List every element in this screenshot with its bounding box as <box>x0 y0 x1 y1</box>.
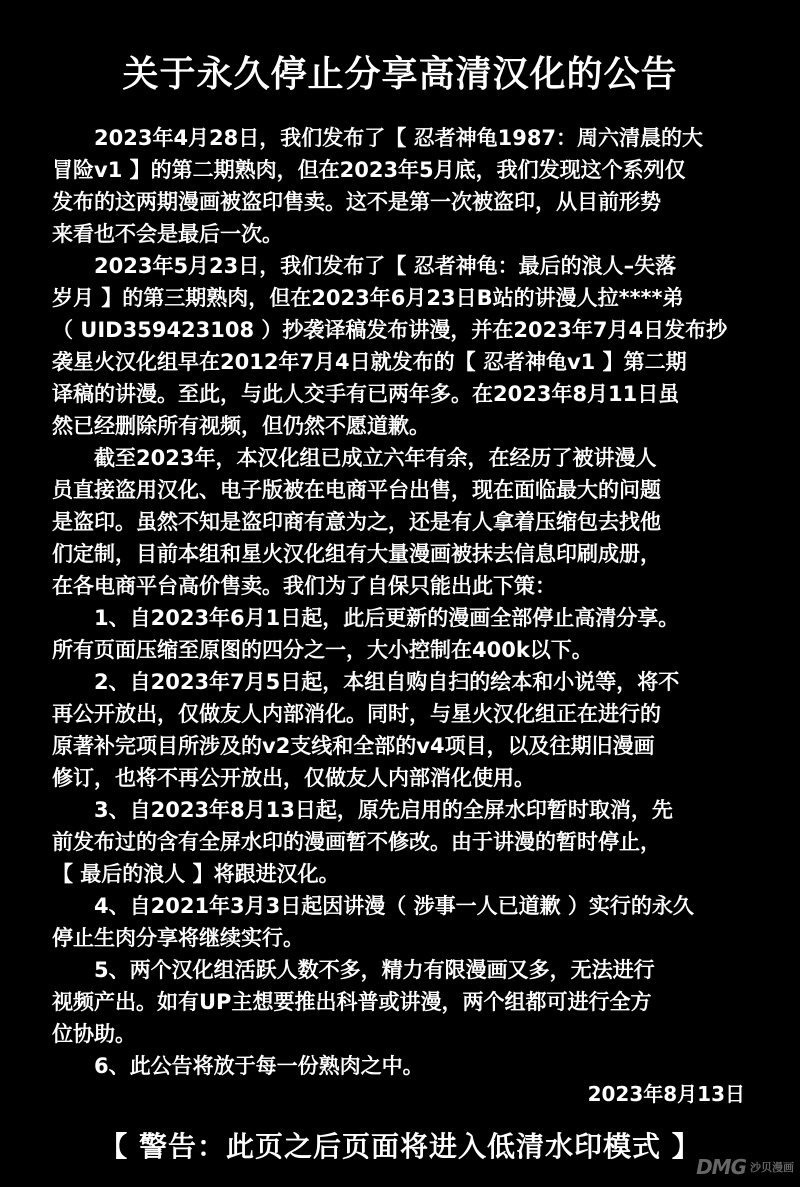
paragraph <box>52 890 752 954</box>
paragraph-line: 视频产出。如有UP主想要推出科普或讲漫，两个组都可进行全方 <box>52 990 652 1014</box>
paragraph <box>52 122 752 250</box>
warning-banner: 【 警告：此页之后页面将进入低清水印模式 】 <box>99 1130 701 1163</box>
paragraph-line: 译稿的讲漫。至此，与此人交手有已两年多。在2023年8月11日虽 <box>52 382 680 406</box>
paragraph-line: 停止生肉分享将继续实行。 <box>52 926 304 950</box>
watermark-logo-text: DMG <box>696 1155 746 1179</box>
paragraph-line: 再公开放出，仅做友人内部消化。同时，与星火汉化组正在进行的 <box>52 702 661 726</box>
paragraph-line: 员直接盗用汉化、电子版被在电商平台出售，现在面临最大的问题 <box>52 478 661 502</box>
paragraph-line: 4、自2021年3月3日起因讲漫（ 涉事一人已道歉 ）实行的永久 <box>94 894 694 918</box>
announcement-title: 关于永久停止分享高清汉化的公告 <box>122 54 678 95</box>
paragraph <box>52 602 752 666</box>
paragraph-line: 1、自2023年6月1日起，此后更新的漫画全部停止高清分享。 <box>94 606 680 630</box>
watermark-subtext: 沙贝漫画 <box>750 1161 794 1174</box>
paragraph-line: 【 最后的浪人 】将跟进汉化。 <box>52 862 340 886</box>
paragraph <box>52 250 752 442</box>
paragraph-line: 然已经删除所有视频，但仍然不愿道歉。 <box>52 414 430 438</box>
paragraph-line: 来看也不会是最后一次。 <box>52 222 283 246</box>
paragraph <box>52 954 752 1050</box>
paragraph-line: 截至2023年，本汉化组已成立六年有余，在经历了被讲漫人 <box>94 446 657 470</box>
paragraph-line: 发布的这两期漫画被盗印售卖。这不是第一次被盗印，从目前形势 <box>52 190 661 214</box>
paragraph-line: 3、自2023年8月13日起，原先启用的全屏水印暂时取消，先 <box>94 798 673 822</box>
paragraph-line: （ UID359423108 ）抄袭译稿发布讲漫，并在2023年7月4日发布抄 <box>52 318 728 342</box>
paragraph-line: 5、两个汉化组活跃人数不多，精力有限漫画又多，无法进行 <box>94 958 655 982</box>
paragraph-line: 修订，也将不再公开放出，仅做友人内部消化使用。 <box>52 766 535 790</box>
paragraph-line: 2023年4月28日，我们发布了【 忍者神龟1987：周六清晨的大 <box>94 126 704 150</box>
paragraph-line: 袭星火汉化组早在2012年7月4日就发布的【 忍者神龟v1 】第二期 <box>52 350 687 374</box>
paragraph-line: 位协助。 <box>52 1022 136 1046</box>
paragraph-line: 6、此公告将放于每一份熟肉之中。 <box>94 1054 424 1078</box>
announcement-date: 2023年8月13日 <box>587 1082 745 1106</box>
announcement-body <box>52 122 752 1082</box>
paragraph-line: 冒险v1 】的第二期熟肉，但在2023年5月底，我们发现这个系列仅 <box>52 158 686 182</box>
paragraph <box>52 794 752 890</box>
paragraph-line: 2023年5月23日，我们发布了【 忍者神龟：最后的浪人–失落 <box>94 254 677 278</box>
paragraph-line: 2、自2023年7月5日起，本组自购自扫的绘本和小说等，将不 <box>94 670 680 694</box>
paragraph <box>52 666 752 794</box>
paragraph-line: 是盗印。虽然不知是盗印商有意为之，还是有人拿着压缩包去找他 <box>52 510 661 534</box>
paragraph-line: 们定制，目前本组和星火汉化组有大量漫画被抹去信息印刷成册， <box>52 542 661 566</box>
paragraph-line: 原著补完项目所涉及的v2支线和全部的v4项目，以及往期旧漫画 <box>52 734 655 758</box>
paragraph-line: 所有页面压缩至原图的四分之一，大小控制在400k以下。 <box>52 638 593 662</box>
paragraph-line: 岁月 】的第三期熟肉，但在2023年6月23日B站的讲漫人拉****弟 <box>52 286 684 310</box>
watermark-logo <box>696 1155 794 1179</box>
paragraph <box>52 442 752 602</box>
paragraph-line: 在各电商平台高价售卖。我们为了自保只能出此下策： <box>52 574 556 598</box>
paragraph-line: 前发布过的含有全屏水印的漫画暂不修改。由于讲漫的暂时停止， <box>52 830 661 854</box>
